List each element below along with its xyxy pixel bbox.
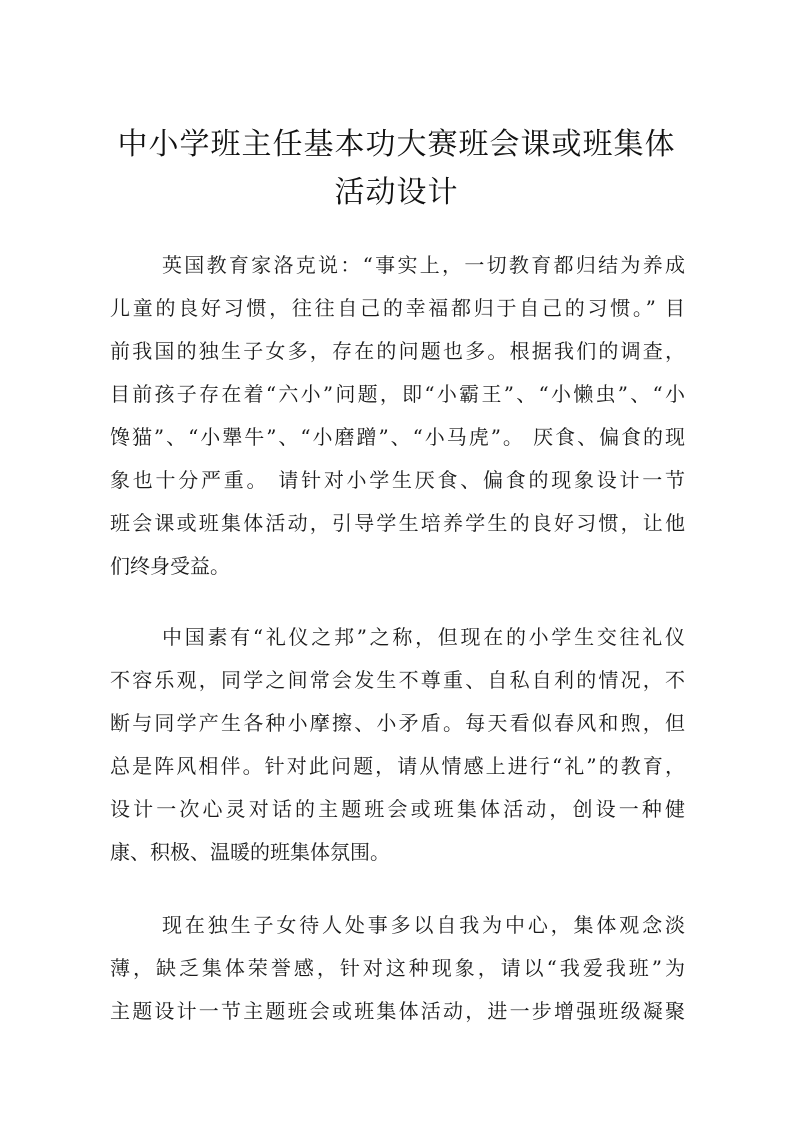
paragraph-2 [110, 616, 685, 874]
paragraph-line: 主题设计一节主题班会或班集体活动，进一步增强班级凝聚 [110, 999, 685, 1023]
paragraph-line: 象也十分严重。 请针对小学生厌食、偏食的现象设计一节 [110, 468, 685, 492]
paragraph-line: 们终身受益。 [110, 554, 230, 578]
paragraph-line: 英国教育家洛克说：“事实上，一切教育都归结为养成 [162, 253, 685, 277]
document-title-line-1: 中小学班主任基本功大赛班会课或班集体 [117, 127, 676, 162]
paragraph-line: 馋猫”、“小犟牛”、“小磨蹭”、“小马虎”。 厌食、偏食的现 [110, 425, 685, 449]
paragraph-line: 现在独生子女待人处事多以自我为中心，集体观念淡 [162, 913, 685, 937]
paragraph-line: 总是阵风相伴。针对此问题，请从情感上进行“礼”的教育， [110, 754, 685, 778]
paragraph-line: 中国素有“礼仪之邦”之称，但现在的小学生交往礼仪 [162, 625, 685, 649]
paragraph-line: 康、积极、温暖的班集体氛围。 [110, 840, 390, 864]
paragraph-3 [110, 904, 685, 1033]
paragraph-line: 前我国的独生子女多，存在的问题也多。根据我们的调查， [110, 339, 685, 363]
document-title-line-2: 活动设计 [334, 175, 459, 210]
paragraph-line: 设计一次心灵对话的主题班会或班集体活动，创设一种健 [110, 797, 685, 821]
paragraph-line: 薄，缺乏集体荣誉感，针对这种现象，请以“我爱我班”为 [110, 956, 685, 980]
paragraph-line: 目前孩子存在着“六小”问题，即“小霸王”、“小懒虫”、“小 [110, 382, 685, 406]
paragraph-line: 不容乐观，同学之间常会发生不尊重、自私自利的情况，不 [110, 668, 685, 692]
paragraph-line: 班会课或班集体活动，引导学生培养学生的良好习惯，让他 [110, 511, 685, 535]
paragraph-line: 儿童的良好习惯，往往自己的幸福都归于自己的习惯。” 目 [110, 296, 685, 320]
paragraph-1 [110, 244, 685, 588]
paragraph-line: 断与同学产生各种小摩擦、小矛盾。每天看似春风和煦，但 [110, 711, 685, 735]
